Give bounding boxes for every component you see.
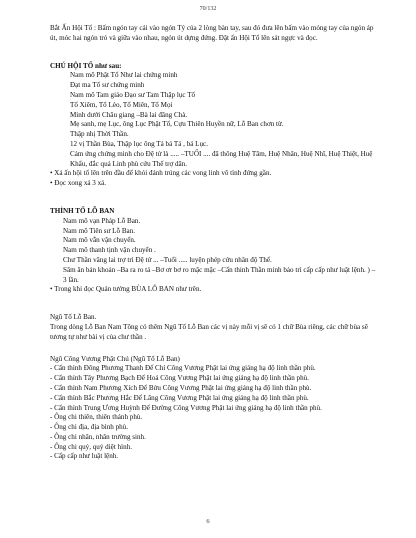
section-heading-thinh-to: THỈNH TỔ LỖ BAN: [50, 206, 115, 215]
bullet-item: • Xả ấn hội tổ lên trên đầu để khỏi đánh trúng các vong linh vô tình đứng gần.: [50, 169, 272, 178]
invocation-line: - Ông chi địa, địa bình phù.: [50, 423, 129, 432]
chant-line: Nam mô Tiên sư Lỗ Ban.: [63, 226, 136, 235]
invocation-line: - Cẩn thỉnh Nam Phương Xích Đế Bửu Công Vương Phật lai ứng giáng hạ độ linh thần phù.: [50, 383, 312, 392]
page-counter: 70/132: [199, 6, 217, 12]
chant-line: Nam mô Phật Tổ Như lai chứng minh: [70, 71, 178, 80]
chant-line: Mẹ sanh, mẹ Lục, ông Lục Phật Tổ, Cựu Thiên Huyền nữ, Lỗ Ban chơn từ.: [70, 120, 284, 129]
invocation-line: - Ông chi quỷ, quỷ diệt hình.: [50, 442, 132, 451]
invocation-line: - Cẩn thỉnh Trung Ương Huỳnh Đế Đường Công Vương Phật lai ứng giáng hạ độ linh thần phù.: [50, 403, 322, 412]
invocation-line: - Cẩn thỉnh Bắc Phương Hắc Đế Lãng Công Vương Phật lai ứng giáng hạ độ linh thần phù.: [50, 393, 309, 402]
invocation-line: - Ông chi thiên, thiên thánh phù.: [50, 413, 143, 422]
section-heading-ngu-to: Ngũ Tổ Lỗ Ban.: [50, 313, 97, 322]
chant-block-lo-ban: [50, 217, 376, 286]
invocation-line: - Cẩn thỉnh Tây Phương Bạch Đế Hoá Công Vương Phật lai ứng giáng hạ độ linh thần phù.: [50, 374, 309, 383]
chant-line: Sâm ân bản khoản –Ba ra ro tá –Bơ ơr bơ ro mặc mặc –Cấn thinh Thần minh bảo trì cấp cấp như luật lệnh. ) – 3 lần.: [63, 265, 376, 284]
document-body: [50, 24, 376, 462]
chant-line: Minh dưới Châu giang –Bà lai đăng Chà.: [70, 110, 188, 119]
chant-block-hoi-to: [50, 71, 376, 169]
chant-line: Nam mô vẫn vận chuyển.: [63, 236, 136, 245]
bullet-item: • Đọc xong xá 3 xá.: [50, 179, 107, 188]
chant-line: Đạt ma Tổ sư chứng minh: [70, 81, 145, 90]
chant-line: 12 vị Thần Bùa, Thập lục ông Tá bá Tá , bá Lục.: [70, 139, 208, 148]
chant-line: Nam mô Tam giáo Đạo sư Tam Thập lục Tổ: [70, 90, 196, 99]
section-heading-chu-hoi-to: CHÚ HỘI TỔ như sau:: [50, 61, 122, 70]
page-number: 6: [206, 518, 210, 525]
bullet-item: • Trong khi đọc Quán tưởng BÙA LỖ BAN như trên.: [50, 285, 202, 294]
chant-line: Tổ Xiêm, Tổ Lèo, Tổ Miên, Tổ Mọi: [70, 100, 173, 109]
invocation-line: - Cấp cấp như luật lệnh.: [50, 452, 119, 461]
section-paragraph-ngu-to: Trong dòng Lỗ Ban Nam Tông có thêm Ngũ Tổ Lỗ Ban các vị này mỗi vị sẽ có 1 chữ Bùa riêng, các chữ bùa sẽ tương tự như bài vị của chư thần .: [50, 322, 368, 341]
chant-line: Nam mô thanh tịnh vận chuyển .: [63, 246, 156, 255]
chant-line: Thập nhị Thời Thần.: [70, 130, 129, 139]
chant-line: Nam mô vạn Pháp Lỗ Ban.: [63, 216, 141, 225]
chant-line: Cảm ứng chứng minh cho Đệ tử là ..... –TUỔI .... đã thông Huệ Tâm, Huệ Nhãn, Huệ Nhĩ, Huệ Thiệt, Huệ Khẩu, đắc quả Linh phù cứu Thế trợ dân.: [70, 149, 373, 168]
section-heading-ngu-cong-vuong: Ngũ Công Vương Phật Chú (Ngũ Tổ Lỗ Ban): [50, 354, 180, 363]
intro-paragraph: Bắt Ấn Hội Tổ : Bấm ngón tay cái vào ngón Tý của 2 lòng bàn tay, sau đó đưa lên bấm vào móng tay của ngón áp út, móc hai ngón trỏ và giữa vào nhau, ngón út dựng đứng. Đặt ấn Hội Tổ lên sát ngực và đọc.: [50, 24, 374, 42]
chant-line: Chư Thần vâng lai trợ trì Đệ tử ... –Tuổi ..... luyện phép cứu nhân độ Thế.: [63, 255, 272, 264]
invocation-line: - Cẩn thỉnh Đông Phương Thanh Đế Chí Công Vương Phật lai ứng giáng hạ độ linh thần phù.: [50, 364, 316, 373]
invocation-line: - Ông chi nhân, nhân trường sinh.: [50, 432, 146, 441]
